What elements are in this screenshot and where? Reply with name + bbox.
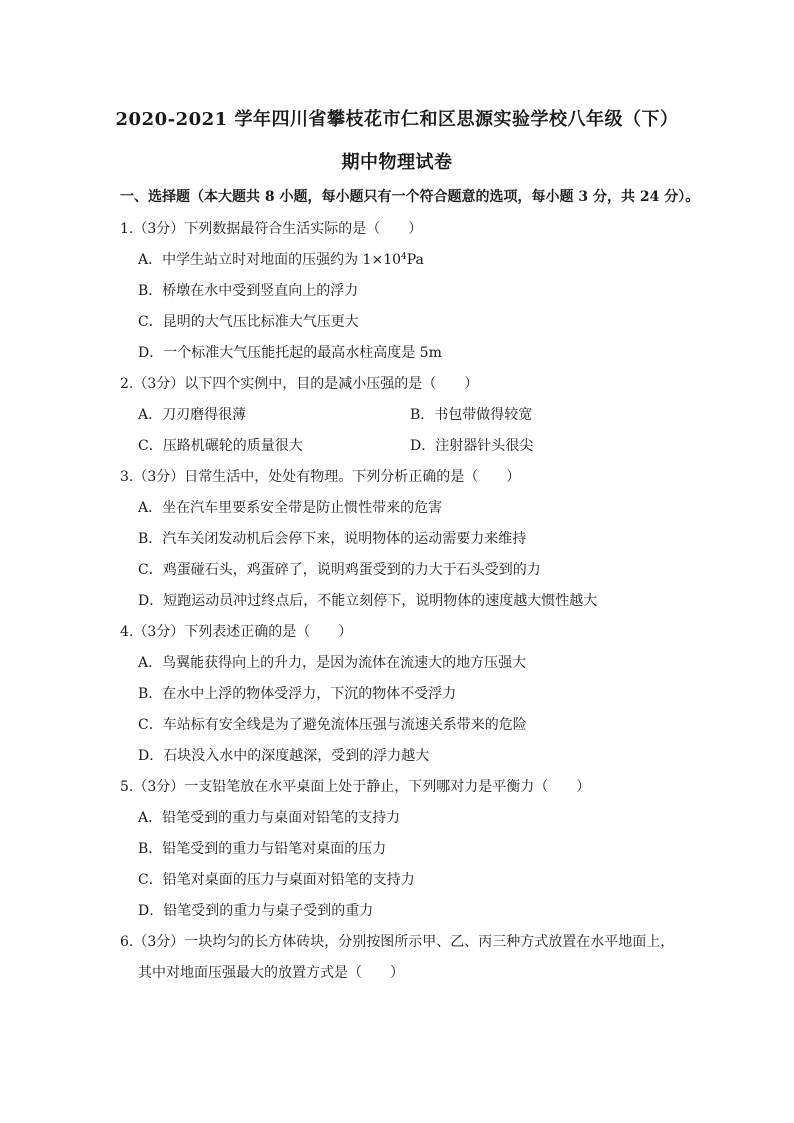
option-b: B．在水中上浮的物体受浮力，下沉的物体不受浮力 (138, 686, 457, 702)
option-b: B．铅笔受到的重力与铅笔对桌面的压力 (138, 841, 387, 857)
question-6 (120, 927, 690, 989)
option-a: A．铅笔受到的重力与桌面对铅笔的支持力 (138, 810, 401, 826)
option-row (120, 400, 690, 431)
question-1 (120, 214, 690, 369)
question-stem: 1.（3分）下列数据最符合生活实际的是（ ） (120, 221, 423, 237)
option-d: D．短跑运动员冲过终点后，不能立刻停下，说明物体的速度越大惯性越大 (138, 593, 598, 609)
option-a: A．刀刃磨得很薄 (138, 407, 247, 423)
exam-title-line1: 2020-2021 学年四川省攀枝花市仁和区思源实验学校八年级（下） (115, 109, 679, 130)
question-stem: 3.（3分）日常生活中，处处有物理。下列分析正确的是（ ） (120, 469, 521, 485)
option-a: A．坐在汽车里要系安全带是防止惯性带来的危害 (138, 500, 443, 516)
option-d: D．铅笔受到的重力与桌子受到的重力 (138, 903, 374, 919)
question-list (120, 214, 690, 989)
option-row (120, 431, 690, 462)
option-b: B．汽车关闭发动机后会停下来，说明物体的运动需要力来维持 (138, 531, 527, 547)
option-b: B．桥墩在水中受到竖直向上的浮力 (138, 283, 359, 299)
option-b: B．书包带做得较宽 (410, 407, 533, 423)
option-d: D．一个标准大气压能托起的最高水柱高度是 5m (138, 345, 442, 361)
question-stem: 4.（3分）下列表述正确的是（ ） (120, 624, 353, 640)
exponent: 4 (401, 252, 407, 262)
section-heading: 一、选择题（本大题共 8 小题，每小题只有一个符合题意的选项，每小题 3 分，共 24 分）。 (120, 189, 700, 205)
option-c: C．铅笔对桌面的压力与桌面对铅笔的支持力 (138, 872, 415, 888)
question-stem-continued (120, 958, 690, 989)
question-2 (120, 369, 690, 462)
question-stem: 6.（3分）一块均匀的长方体砖块，分别按图所示甲、乙、丙三种方式放置在水平地面上， (120, 934, 675, 950)
option-a (120, 245, 690, 276)
option-c: C．压路机碾轮的质量很大 (138, 438, 303, 454)
question-5 (120, 772, 690, 927)
stem-continuation: 其中对地面压强最大的放置方式是（ ） (138, 965, 404, 981)
option-c: C．鸡蛋碰石头，鸡蛋碎了，说明鸡蛋受到的力大于石头受到的力 (138, 562, 541, 578)
exam-title-line2: 期中物理试卷 (341, 152, 453, 173)
option-text: A．中学生站立时对地面的压强约为 1×10 (138, 252, 402, 268)
question-3 (120, 462, 690, 617)
question-4 (120, 617, 690, 772)
option-a: A．鸟翼能获得向上的升力，是因为流体在流速大的地方压强大 (138, 655, 527, 671)
question-stem: 2.（3分）以下四个实例中，目的是减小压强的是（ ） (120, 376, 479, 392)
unit: Pa (406, 252, 424, 268)
option-d: D．注射器针头很尖 (410, 438, 534, 454)
question-stem: 5.（3分）一支铅笔放在水平桌面上处于静止，下列哪对力是平衡力（ ） (120, 779, 591, 795)
option-c: C．车站标有安全线是为了避免流体压强与流速关系带来的危险 (138, 717, 527, 733)
option-d: D．石块没入水中的深度越深，受到的浮力越大 (138, 748, 430, 764)
option-c: C．昆明的大气压比标准大气压更大 (138, 314, 359, 330)
